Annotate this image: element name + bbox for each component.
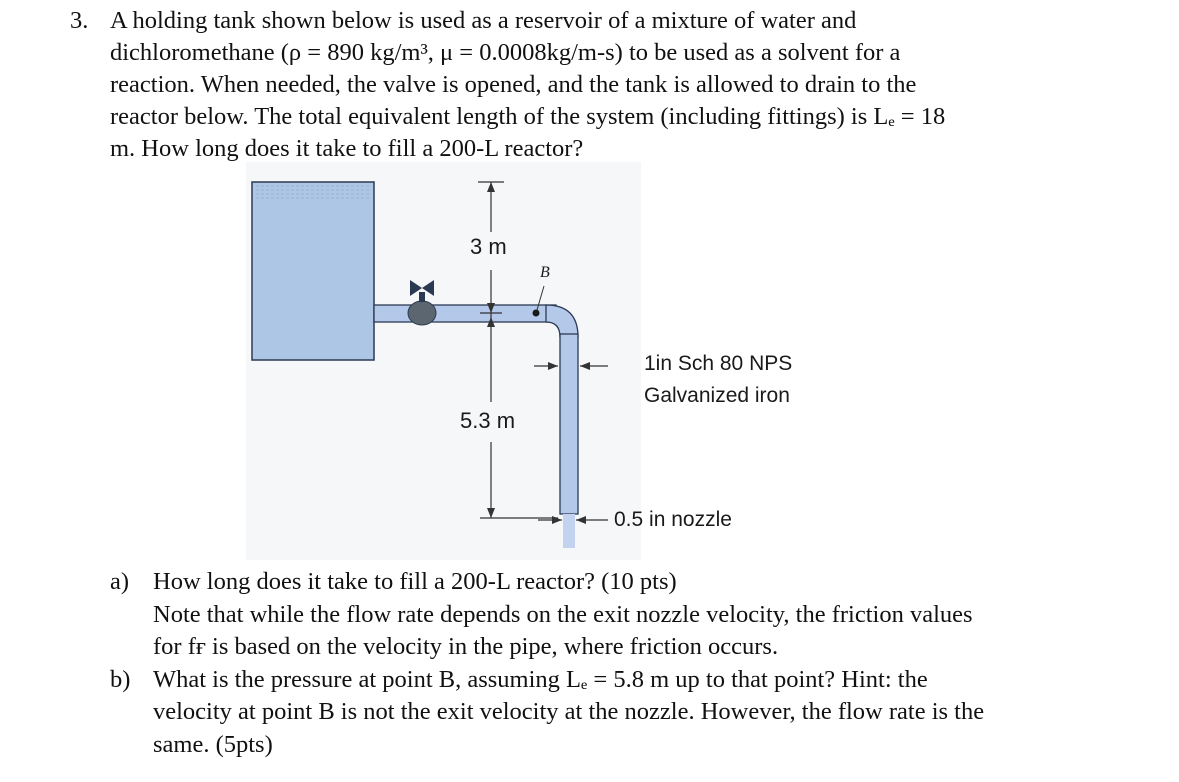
label-3m: 3 m: [470, 234, 507, 259]
stem-line: reactor below. The total equivalent length of the system (including fittings) is Lₑ = 18: [110, 103, 946, 130]
subquestion-line: How long does it take to fill a 200-L reactor? (10 pts): [153, 568, 677, 595]
label-nozzle: 0.5 in nozzle: [614, 508, 732, 531]
exit-nozzle: [563, 514, 575, 548]
holding-tank: [252, 182, 374, 360]
stem-line: A holding tank shown below is used as a reservoir of a mixture of water and: [110, 7, 857, 34]
subquestion-line: What is the pressure at point B, assuming Lₑ = 5.8 m up to that point? Hint: the: [153, 665, 928, 693]
stem-line: reaction. When needed, the valve is opened, and the tank is allowed to drain to the: [110, 71, 917, 98]
stem-line: m. How long does it take to fill a 200-L reactor?: [110, 135, 584, 162]
stem-line: dichloromethane (ρ = 890 kg/m³, μ = 0.0008kg/m-s) to be used as a solvent for a: [110, 39, 901, 66]
vertical-pipe: [560, 334, 578, 514]
subquestion-label: a): [110, 568, 130, 595]
horizontal-pipe: [374, 305, 556, 322]
question-stem: [110, 5, 1150, 165]
label-pipe-material: Galvanized iron: [644, 384, 790, 407]
tank-diagram: [246, 162, 846, 560]
subquestion-line: velocity at point B is not the exit velocity at the nozzle. However, the flow rate is the: [153, 698, 985, 725]
point-b-marker: [533, 310, 540, 317]
subquestion-line: same. (5pts): [153, 730, 273, 758]
question-number: 3.: [70, 7, 89, 34]
subquestion-line: Note that while the flow rate depends on the exit nozzle velocity, the friction values: [153, 600, 973, 628]
subquestion-label: b): [110, 665, 131, 693]
label-point-b: B: [540, 264, 550, 281]
label-5-3m: 5.3 m: [460, 408, 516, 433]
subquestion-line: for fғ is based on the velocity in the pipe, where friction occurs.: [153, 633, 779, 660]
label-pipe-spec: 1in Sch 80 NPS: [644, 352, 793, 375]
